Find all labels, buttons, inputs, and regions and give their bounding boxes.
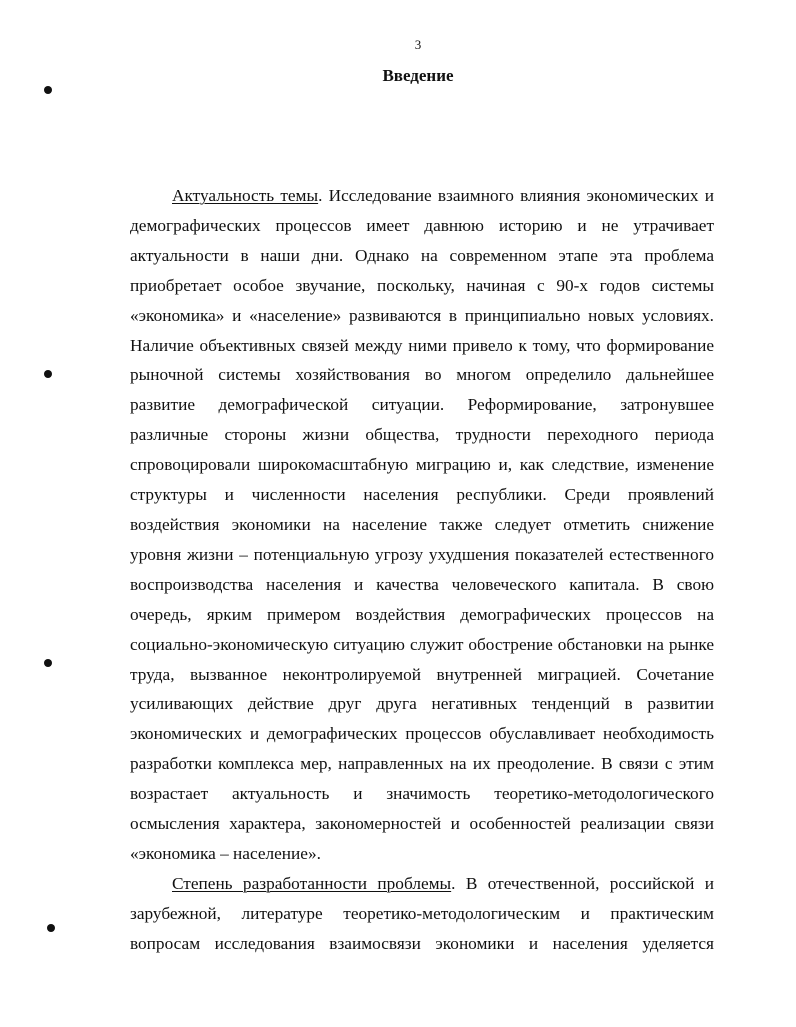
- paragraph-text-development: . В отечественной, российской и зарубежной, литературе теоретико-методологическим и практическим вопросам исследования взаимосвязи экономики и населения уделяется: [130, 873, 714, 953]
- paragraph-development: [130, 869, 714, 959]
- paragraph-text-relevance: . Исследование взаимного влияния экономических и демографических процессов имеет давнюю историю и не утрачивает актуальности в наши дни. Однако на современном этапе эта проблема приобретает особое звучание, поскольку, начиная с 90-х годов системы «экономика» и «население» развиваются в принципиально новых условиях. Наличие объективных связей между ними привело к тому, что формирование рыночной системы хозяйствования во многом определило дальнейшее развитие демографической ситуации. Реформирование, затронувшее различные стороны жизни общества, трудности переходного периода спровоцировали широкомасштабную миграцию и, как следствие, изменение структуры и численности населения республики. Среди проявлений воздействия экономики на население также следует отметить снижение уровня жизни – потенциальную угрозу ухудшения показателей естественного воспроизводства населения и качества человеческого капитала. В свою очередь, ярким примером воздействия демографических процессов на социально-экономическую ситуацию служит обострение обстановки на рынке труда, вызванное неконтролируемой внутренней миграцией. Сочетание усиливающих действие друг друга негативных тенденций в развитии экономических и демографических процессов обуславливает необходимость разработки комплекса мер, направленных на их преодоление. В связи с этим возрастает актуальность и значимость теоретико-методологического осмысления характера, закономерностей и особенностей реализации связи «экономика – население».: [130, 186, 714, 863]
- binding-hole-mark: [44, 659, 52, 667]
- paragraph-heading-relevance: Актуальность темы: [172, 186, 319, 205]
- paragraph-relevance: [130, 181, 714, 869]
- body-text: [130, 181, 714, 959]
- binding-hole-mark: [44, 86, 52, 94]
- binding-hole-mark: [44, 370, 52, 378]
- page-title: Введение: [382, 66, 454, 85]
- page-number: 3: [414, 37, 422, 52]
- paragraph-heading-development: Степень разработанности проблемы: [172, 873, 452, 893]
- binding-hole-mark: [47, 924, 55, 932]
